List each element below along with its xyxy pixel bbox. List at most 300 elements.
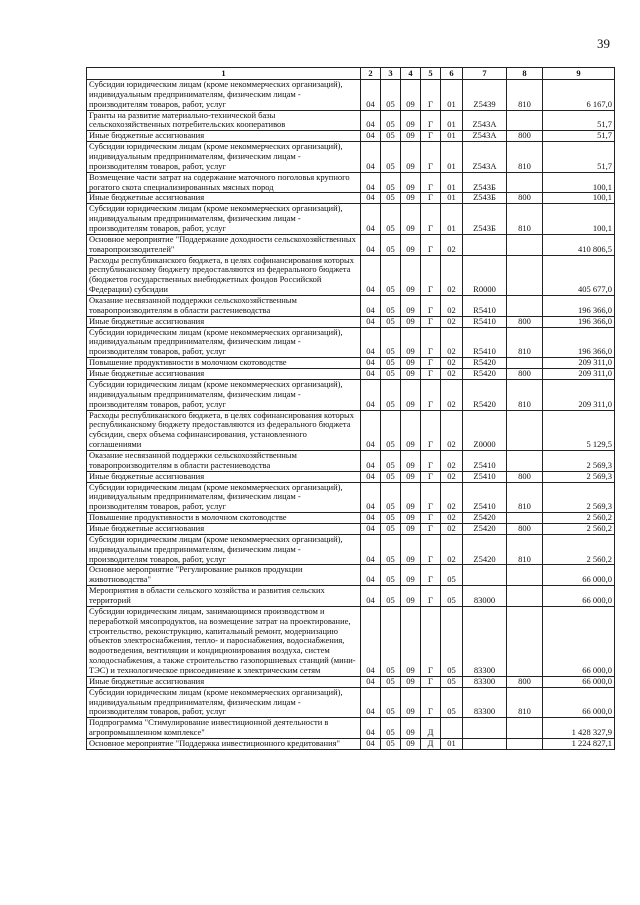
code-cell-5: Г (421, 482, 441, 513)
expense-type-cell (507, 565, 543, 586)
target-article-cell: 83000 (463, 586, 507, 607)
code-cell-6: 02 (441, 482, 463, 513)
amount-cell: 405 677,0 (543, 255, 615, 295)
target-article-cell: R5410 (463, 316, 507, 327)
code-cell-2: 04 (361, 586, 381, 607)
code-cell-4: 09 (401, 358, 421, 369)
row-name-cell: Оказание несвязанной поддержки сельскохозяйственным товаропроизводителям в области растениеводства (87, 450, 361, 471)
code-cell-4: 09 (401, 379, 421, 410)
code-cell-3: 05 (381, 358, 401, 369)
code-cell-2: 04 (361, 450, 381, 471)
row-name-cell: Основное мероприятие "Поддержание доходности сельскохозяйственных товаропроизводителей" (87, 234, 361, 255)
row-name-cell: Расходы республиканского бюджета, в целях софинансирования которых республиканскому бюджету предоставляются из федерального бюджета субсидии, сверх объема софинансирования, установленного соглашениями (87, 410, 361, 450)
row-name-cell: Иные бюджетные ассигнования (87, 316, 361, 327)
code-cell-5: Г (421, 142, 441, 173)
code-cell-3: 05 (381, 565, 401, 586)
code-cell-4: 09 (401, 676, 421, 687)
code-cell-3: 05 (381, 193, 401, 204)
row-name-cell: Субсидии юридическим лицам (кроме некоммерческих организаций), индивидуальным предпринимателям, физическим лицам - производителям товаров, работ, услуг (87, 482, 361, 513)
expense-type-cell (507, 450, 543, 471)
code-cell-3: 05 (381, 234, 401, 255)
code-cell-5: Г (421, 534, 441, 565)
column-header-7: 7 (463, 68, 507, 80)
code-cell-6: 02 (441, 450, 463, 471)
table-row (87, 327, 615, 358)
row-name-cell: Оказание несвязанной поддержки сельскохозяйственным товаропроизводителям в области растениеводства (87, 296, 361, 317)
table-row (87, 172, 615, 193)
target-article-cell: R5410 (463, 296, 507, 317)
column-header-1: 1 (87, 68, 361, 80)
expense-type-cell: 810 (507, 687, 543, 718)
code-cell-2: 04 (361, 255, 381, 295)
target-article-cell: Z5410 (463, 450, 507, 471)
amount-cell: 6 167,0 (543, 80, 615, 111)
code-cell-2: 04 (361, 379, 381, 410)
code-cell-2: 04 (361, 316, 381, 327)
amount-cell: 66 000,0 (543, 606, 615, 676)
code-cell-3: 05 (381, 482, 401, 513)
target-article-cell (463, 739, 507, 750)
row-name-cell: Гранты на развитие материально-технической базы сельскохозяйственных потребительских кооперативов (87, 110, 361, 131)
code-cell-4: 09 (401, 204, 421, 235)
table-row (87, 534, 615, 565)
table-row (87, 379, 615, 410)
amount-cell: 209 311,0 (543, 369, 615, 380)
code-cell-2: 04 (361, 471, 381, 482)
expense-type-cell (507, 234, 543, 255)
table-row (87, 255, 615, 295)
target-article-cell: Z5420 (463, 534, 507, 565)
amount-cell: 100,1 (543, 172, 615, 193)
table-row (87, 80, 615, 111)
code-cell-2: 04 (361, 296, 381, 317)
code-cell-3: 05 (381, 739, 401, 750)
amount-cell: 209 311,0 (543, 358, 615, 369)
code-cell-3: 05 (381, 513, 401, 524)
expense-type-cell: 810 (507, 379, 543, 410)
code-cell-4: 09 (401, 131, 421, 142)
row-name-cell: Субсидии юридическим лицам (кроме некоммерческих организаций), индивидуальным предпринимателям, физическим лицам - производителям товаров, работ, услуг (87, 80, 361, 111)
target-article-cell: 83300 (463, 687, 507, 718)
target-article-cell: Z5420 (463, 523, 507, 534)
target-article-cell: R5420 (463, 379, 507, 410)
row-name-cell: Возмещение части затрат на содержание маточного поголовья крупного рогатого скота специализированных мясных пород (87, 172, 361, 193)
expense-type-cell (507, 513, 543, 524)
code-cell-2: 04 (361, 142, 381, 173)
code-cell-4: 09 (401, 606, 421, 676)
code-cell-6: 05 (441, 565, 463, 586)
code-cell-5: Г (421, 471, 441, 482)
amount-cell: 2 569,3 (543, 450, 615, 471)
target-article-cell: R0000 (463, 255, 507, 295)
amount-cell: 196 366,0 (543, 327, 615, 358)
expense-type-cell (507, 718, 543, 739)
target-article-cell: Z5439 (463, 80, 507, 111)
amount-cell: 100,1 (543, 204, 615, 235)
expense-type-cell (507, 358, 543, 369)
code-cell-5: Г (421, 204, 441, 235)
row-name-cell: Субсидии юридическим лицам (кроме некоммерческих организаций), индивидуальным предпринимателям, физическим лицам - производителям товаров, работ, услуг (87, 534, 361, 565)
code-cell-4: 09 (401, 565, 421, 586)
table-row (87, 316, 615, 327)
code-cell-4: 09 (401, 110, 421, 131)
code-cell-2: 04 (361, 234, 381, 255)
code-cell-3: 05 (381, 80, 401, 111)
code-cell-3: 05 (381, 523, 401, 534)
target-article-cell: Z543А (463, 110, 507, 131)
row-name-cell: Повышение продуктивности в молочном скотоводстве (87, 358, 361, 369)
column-header-2: 2 (361, 68, 381, 80)
code-cell-3: 05 (381, 172, 401, 193)
row-name-cell: Основное мероприятие "Поддержка инвестиционного кредитования" (87, 739, 361, 750)
row-name-cell: Субсидии юридическим лицам (кроме некоммерческих организаций), индивидуальным предпринимателям, физическим лицам - производителям товаров, работ, услуг (87, 327, 361, 358)
target-article-cell: 83300 (463, 606, 507, 676)
expense-type-cell: 800 (507, 316, 543, 327)
row-name-cell: Субсидии юридическим лицам (кроме некоммерческих организаций), индивидуальным предпринимателям, физическим лицам - производителям товаров, работ, услуг (87, 204, 361, 235)
code-cell-6: 01 (441, 142, 463, 173)
amount-cell: 196 366,0 (543, 296, 615, 317)
code-cell-2: 04 (361, 565, 381, 586)
amount-cell: 2 569,3 (543, 471, 615, 482)
code-cell-2: 04 (361, 172, 381, 193)
table-row (87, 204, 615, 235)
code-cell-6: 05 (441, 586, 463, 607)
code-cell-5: Г (421, 234, 441, 255)
code-cell-5: Г (421, 606, 441, 676)
code-cell-6: 02 (441, 534, 463, 565)
table-row (87, 687, 615, 718)
row-name-cell: Субсидии юридическим лицам (кроме некоммерческих организаций), индивидуальным предпринимателям, физическим лицам - производителям товаров, работ, услуг (87, 379, 361, 410)
code-cell-3: 05 (381, 676, 401, 687)
target-article-cell: Z5410 (463, 482, 507, 513)
code-cell-2: 04 (361, 80, 381, 111)
code-cell-3: 05 (381, 296, 401, 317)
table-row (87, 296, 615, 317)
table-row (87, 369, 615, 380)
target-article-cell: R5410 (463, 327, 507, 358)
code-cell-5: Г (421, 410, 441, 450)
amount-cell: 66 000,0 (543, 676, 615, 687)
expense-type-cell: 800 (507, 676, 543, 687)
code-cell-5: Г (421, 586, 441, 607)
expense-type-cell: 800 (507, 523, 543, 534)
code-cell-4: 09 (401, 193, 421, 204)
amount-cell: 5 129,5 (543, 410, 615, 450)
code-cell-3: 05 (381, 450, 401, 471)
code-cell-6: 01 (441, 193, 463, 204)
expense-type-cell: 810 (507, 80, 543, 111)
code-cell-4: 09 (401, 586, 421, 607)
row-name-cell: Расходы республиканского бюджета, в целях софинансирования которых республиканскому бюджету предоставляются из федерального бюджета (бюджетов государственных внебюджетных фондов Российской Федерации) субсидии (87, 255, 361, 295)
code-cell-2: 04 (361, 131, 381, 142)
code-cell-2: 04 (361, 606, 381, 676)
code-cell-5: Г (421, 450, 441, 471)
code-cell-5: Г (421, 369, 441, 380)
code-cell-3: 05 (381, 142, 401, 173)
table-row (87, 110, 615, 131)
code-cell-6: 02 (441, 513, 463, 524)
table-row (87, 410, 615, 450)
code-cell-3: 05 (381, 606, 401, 676)
amount-cell: 410 806,5 (543, 234, 615, 255)
code-cell-4: 09 (401, 369, 421, 380)
amount-cell: 1 224 827,1 (543, 739, 615, 750)
table-row (87, 739, 615, 750)
expense-type-cell (507, 255, 543, 295)
code-cell-3: 05 (381, 471, 401, 482)
code-cell-5: Г (421, 316, 441, 327)
code-cell-4: 09 (401, 482, 421, 513)
code-cell-3: 05 (381, 327, 401, 358)
table-row (87, 513, 615, 524)
code-cell-4: 09 (401, 410, 421, 450)
code-cell-3: 05 (381, 379, 401, 410)
code-cell-5: Г (421, 687, 441, 718)
code-cell-2: 04 (361, 110, 381, 131)
table-header-row (87, 68, 615, 80)
amount-cell: 51,7 (543, 142, 615, 173)
code-cell-4: 09 (401, 718, 421, 739)
target-article-cell: 83300 (463, 676, 507, 687)
expense-type-cell: 810 (507, 142, 543, 173)
table-row (87, 193, 615, 204)
code-cell-2: 04 (361, 193, 381, 204)
code-cell-6: 01 (441, 80, 463, 111)
column-header-9: 9 (543, 68, 615, 80)
amount-cell: 209 311,0 (543, 379, 615, 410)
expense-type-cell (507, 606, 543, 676)
code-cell-3: 05 (381, 316, 401, 327)
code-cell-6: 02 (441, 316, 463, 327)
code-cell-4: 09 (401, 471, 421, 482)
table-row (87, 606, 615, 676)
code-cell-2: 04 (361, 718, 381, 739)
table-row (87, 718, 615, 739)
amount-cell: 66 000,0 (543, 586, 615, 607)
code-cell-4: 09 (401, 687, 421, 718)
target-article-cell: Z5420 (463, 513, 507, 524)
code-cell-5: Г (421, 131, 441, 142)
expense-type-cell: 800 (507, 471, 543, 482)
expense-type-cell: 800 (507, 369, 543, 380)
table-row (87, 523, 615, 534)
row-name-cell: Субсидии юридическим лицам, занимающимся производством и переработкой мясопродуктов, на возмещение затрат на проектирование, строительство, реконструкцию, капитальный ремонт, модернизацию объектов электроснабжения, тепло- и пароснабжения, водоснабжения, водоотведения, вентиляции и кондиционирования воздуха, систем холодоснабжения, а также строительство газопоршневых станций (мини-ТЭС) и технологическое присоединение к электрическим сетям (87, 606, 361, 676)
column-header-3: 3 (381, 68, 401, 80)
code-cell-4: 09 (401, 739, 421, 750)
target-article-cell: Z543Б (463, 172, 507, 193)
code-cell-6: 02 (441, 410, 463, 450)
code-cell-6: 02 (441, 327, 463, 358)
target-article-cell: R5420 (463, 369, 507, 380)
row-name-cell: Мероприятия в области сельского хозяйства и развития сельских территорий (87, 586, 361, 607)
code-cell-3: 05 (381, 410, 401, 450)
code-cell-2: 04 (361, 358, 381, 369)
code-cell-4: 09 (401, 316, 421, 327)
row-name-cell: Иные бюджетные ассигнования (87, 131, 361, 142)
row-name-cell: Иные бюджетные ассигнования (87, 676, 361, 687)
code-cell-6: 01 (441, 739, 463, 750)
code-cell-5: Г (421, 358, 441, 369)
expense-type-cell: 810 (507, 327, 543, 358)
target-article-cell (463, 234, 507, 255)
code-cell-2: 04 (361, 676, 381, 687)
row-name-cell: Субсидии юридическим лицам (кроме некоммерческих организаций), индивидуальным предпринимателям, физическим лицам - производителям товаров, работ, услуг (87, 142, 361, 173)
row-name-cell: Иные бюджетные ассигнования (87, 193, 361, 204)
expense-type-cell: 810 (507, 482, 543, 513)
table-row (87, 358, 615, 369)
code-cell-5: Г (421, 80, 441, 111)
code-cell-6: 02 (441, 296, 463, 317)
code-cell-4: 09 (401, 296, 421, 317)
page-number: 39 (597, 36, 610, 51)
amount-cell: 66 000,0 (543, 687, 615, 718)
column-header-4: 4 (401, 68, 421, 80)
code-cell-6: 02 (441, 234, 463, 255)
amount-cell: 2 560,2 (543, 523, 615, 534)
row-name-cell: Иные бюджетные ассигнования (87, 369, 361, 380)
code-cell-6: 02 (441, 379, 463, 410)
code-cell-6: 02 (441, 471, 463, 482)
code-cell-3: 05 (381, 204, 401, 235)
code-cell-6: 05 (441, 676, 463, 687)
target-article-cell: Z543Б (463, 193, 507, 204)
code-cell-5: Г (421, 565, 441, 586)
code-cell-5: Г (421, 296, 441, 317)
code-cell-5: Г (421, 255, 441, 295)
table-row (87, 142, 615, 173)
table-row (87, 131, 615, 142)
code-cell-6: 02 (441, 369, 463, 380)
code-cell-5: Г (421, 523, 441, 534)
code-cell-2: 04 (361, 534, 381, 565)
amount-cell: 196 366,0 (543, 316, 615, 327)
code-cell-4: 09 (401, 513, 421, 524)
column-header-8: 8 (507, 68, 543, 80)
amount-cell: 66 000,0 (543, 565, 615, 586)
code-cell-2: 04 (361, 327, 381, 358)
code-cell-6: 01 (441, 131, 463, 142)
code-cell-4: 09 (401, 523, 421, 534)
code-cell-5: Д (421, 718, 441, 739)
code-cell-5: Г (421, 379, 441, 410)
code-cell-6: 01 (441, 172, 463, 193)
budget-table (86, 67, 615, 750)
code-cell-4: 09 (401, 534, 421, 565)
code-cell-5: Г (421, 676, 441, 687)
code-cell-6: 02 (441, 358, 463, 369)
code-cell-2: 04 (361, 482, 381, 513)
target-article-cell (463, 565, 507, 586)
code-cell-2: 04 (361, 369, 381, 380)
row-name-cell: Иные бюджетные ассигнования (87, 523, 361, 534)
code-cell-5: Г (421, 110, 441, 131)
code-cell-3: 05 (381, 687, 401, 718)
code-cell-2: 04 (361, 687, 381, 718)
code-cell-5: Г (421, 327, 441, 358)
code-cell-3: 05 (381, 534, 401, 565)
code-cell-5: Г (421, 193, 441, 204)
target-article-cell: Z5410 (463, 471, 507, 482)
code-cell-2: 04 (361, 739, 381, 750)
code-cell-5: Г (421, 513, 441, 524)
code-cell-4: 09 (401, 450, 421, 471)
code-cell-6: 02 (441, 523, 463, 534)
table-row (87, 586, 615, 607)
row-name-cell: Субсидии юридическим лицам (кроме некоммерческих организаций), индивидуальным предпринимателям, физическим лицам - производителям товаров, работ, услуг (87, 687, 361, 718)
table-row (87, 234, 615, 255)
code-cell-6: 05 (441, 606, 463, 676)
row-name-cell: Повышение продуктивности в молочном скотоводстве (87, 513, 361, 524)
row-name-cell: Основное мероприятие "Регулирование рынков продукции животноводства" (87, 565, 361, 586)
table-row (87, 565, 615, 586)
expense-type-cell: 810 (507, 534, 543, 565)
row-name-cell: Подпрограмма "Стимулирование инвестиционной деятельности в агропромышленном комплексе" (87, 718, 361, 739)
expense-type-cell (507, 110, 543, 131)
table-body (87, 80, 615, 750)
code-cell-3: 05 (381, 586, 401, 607)
code-cell-4: 09 (401, 172, 421, 193)
code-cell-6: 02 (441, 255, 463, 295)
table-row (87, 676, 615, 687)
code-cell-3: 05 (381, 718, 401, 739)
expense-type-cell (507, 739, 543, 750)
code-cell-4: 09 (401, 234, 421, 255)
expense-type-cell (507, 586, 543, 607)
code-cell-6: 01 (441, 204, 463, 235)
code-cell-4: 09 (401, 255, 421, 295)
code-cell-5: Д (421, 739, 441, 750)
table-row (87, 471, 615, 482)
code-cell-3: 05 (381, 131, 401, 142)
target-article-cell: Z543А (463, 131, 507, 142)
code-cell-4: 09 (401, 327, 421, 358)
target-article-cell (463, 718, 507, 739)
code-cell-4: 09 (401, 80, 421, 111)
expense-type-cell (507, 410, 543, 450)
target-article-cell: Z543Б (463, 204, 507, 235)
row-name-cell: Иные бюджетные ассигнования (87, 471, 361, 482)
column-header-5: 5 (421, 68, 441, 80)
code-cell-2: 04 (361, 513, 381, 524)
code-cell-3: 05 (381, 369, 401, 380)
code-cell-5: Г (421, 172, 441, 193)
table-row (87, 482, 615, 513)
code-cell-2: 04 (361, 523, 381, 534)
code-cell-3: 05 (381, 110, 401, 131)
code-cell-4: 09 (401, 142, 421, 173)
target-article-cell: Z0000 (463, 410, 507, 450)
expense-type-cell: 800 (507, 193, 543, 204)
amount-cell: 51,7 (543, 131, 615, 142)
amount-cell: 2 560,2 (543, 513, 615, 524)
code-cell-2: 04 (361, 204, 381, 235)
target-article-cell: Z543А (463, 142, 507, 173)
code-cell-6: 05 (441, 687, 463, 718)
expense-type-cell (507, 296, 543, 317)
column-header-6: 6 (441, 68, 463, 80)
amount-cell: 51,7 (543, 110, 615, 131)
amount-cell: 2 560,2 (543, 534, 615, 565)
expense-type-cell: 810 (507, 204, 543, 235)
target-article-cell: R5420 (463, 358, 507, 369)
code-cell-3: 05 (381, 255, 401, 295)
amount-cell: 100,1 (543, 193, 615, 204)
code-cell-2: 04 (361, 410, 381, 450)
expense-type-cell: 800 (507, 131, 543, 142)
code-cell-6 (441, 718, 463, 739)
amount-cell: 1 428 327,9 (543, 718, 615, 739)
table-row (87, 450, 615, 471)
